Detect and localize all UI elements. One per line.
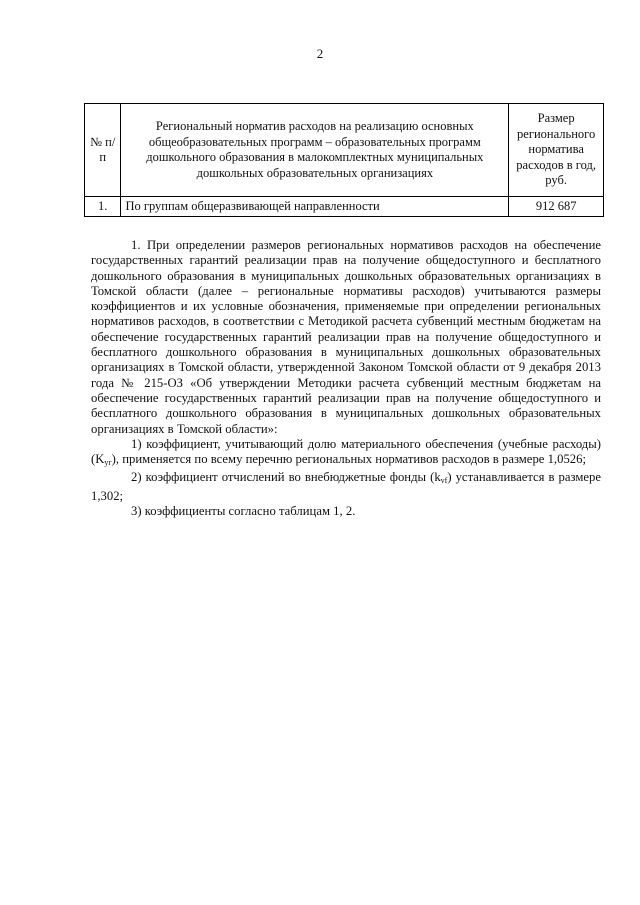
paragraph-3-text-b: ) устанавливается в размере 1,302; xyxy=(91,470,601,503)
paragraph-4: 3) коэффициенты согласно таблицам 1, 2. xyxy=(131,504,356,519)
paragraph-2 xyxy=(91,437,601,471)
paragraph-3-text-a: 2) коэффициент отчислений во внебюджетные фонды (k xyxy=(131,470,441,485)
norms-table xyxy=(84,103,604,217)
header-description: Региональный норматив расходов на реализацию основных общеобразовательных программ – образовательных программ дошкольного образования в малокомплектных муниципальных дошкольных образовательных организациях xyxy=(121,104,509,197)
body-text xyxy=(91,238,601,519)
table-header-row xyxy=(85,104,604,197)
coefficient-subscript-ug: уг xyxy=(104,458,112,468)
header-num: № п/п xyxy=(85,104,121,197)
page-number: 2 xyxy=(316,46,324,61)
table-row xyxy=(85,197,604,217)
paragraph-2-text-b: ), применяется по всему перечню региональных нормативов расходов в размере 1,0526; xyxy=(111,452,587,467)
paragraph-2-text-a: 1) коэффициент, учитывающий долю материального обеспечения (учебные расходы) (K xyxy=(91,436,601,467)
coefficient-subscript-vf: vf xyxy=(440,476,448,486)
row-description: По группам общеразвивающей направленности xyxy=(121,197,509,217)
paragraph-1: 1. При определении размеров региональных нормативов расходов на обеспечение государственных гарантий реализации прав на получение общедоступного и бесплатного дошкольного образования в муниципальных дошкольных образовательных организациях в Томской области (далее – региональные нормативы расходов) учитываются размеры коэффициентов и их условные обозначения, применяемые при определении региональных нормативов расходов, в соответствии с Методикой расчета субвенций местным бюджетам на обеспечение государственных гарантий реализации прав на получение общедоступного и бесплатного дошкольного образования в муниципальных дошкольных образовательных организациях в Томской области, утвержденной Законом Томской области от 9 декабря 2013 года № 215-ОЗ «Об утверждении Методики расчета субвенций местным бюджетам на обеспечение государственных гарантий реализации прав на получение общедоступного и бесплатного дошкольного образования в муниципальных дошкольных образовательных организациях в Томской области»: xyxy=(91,238,601,436)
paragraph-3 xyxy=(91,470,601,504)
row-num: 1. xyxy=(85,197,121,217)
header-size: Размер регионального норматива расходов в год, руб. xyxy=(509,104,604,197)
row-value: 912 687 xyxy=(509,197,604,217)
